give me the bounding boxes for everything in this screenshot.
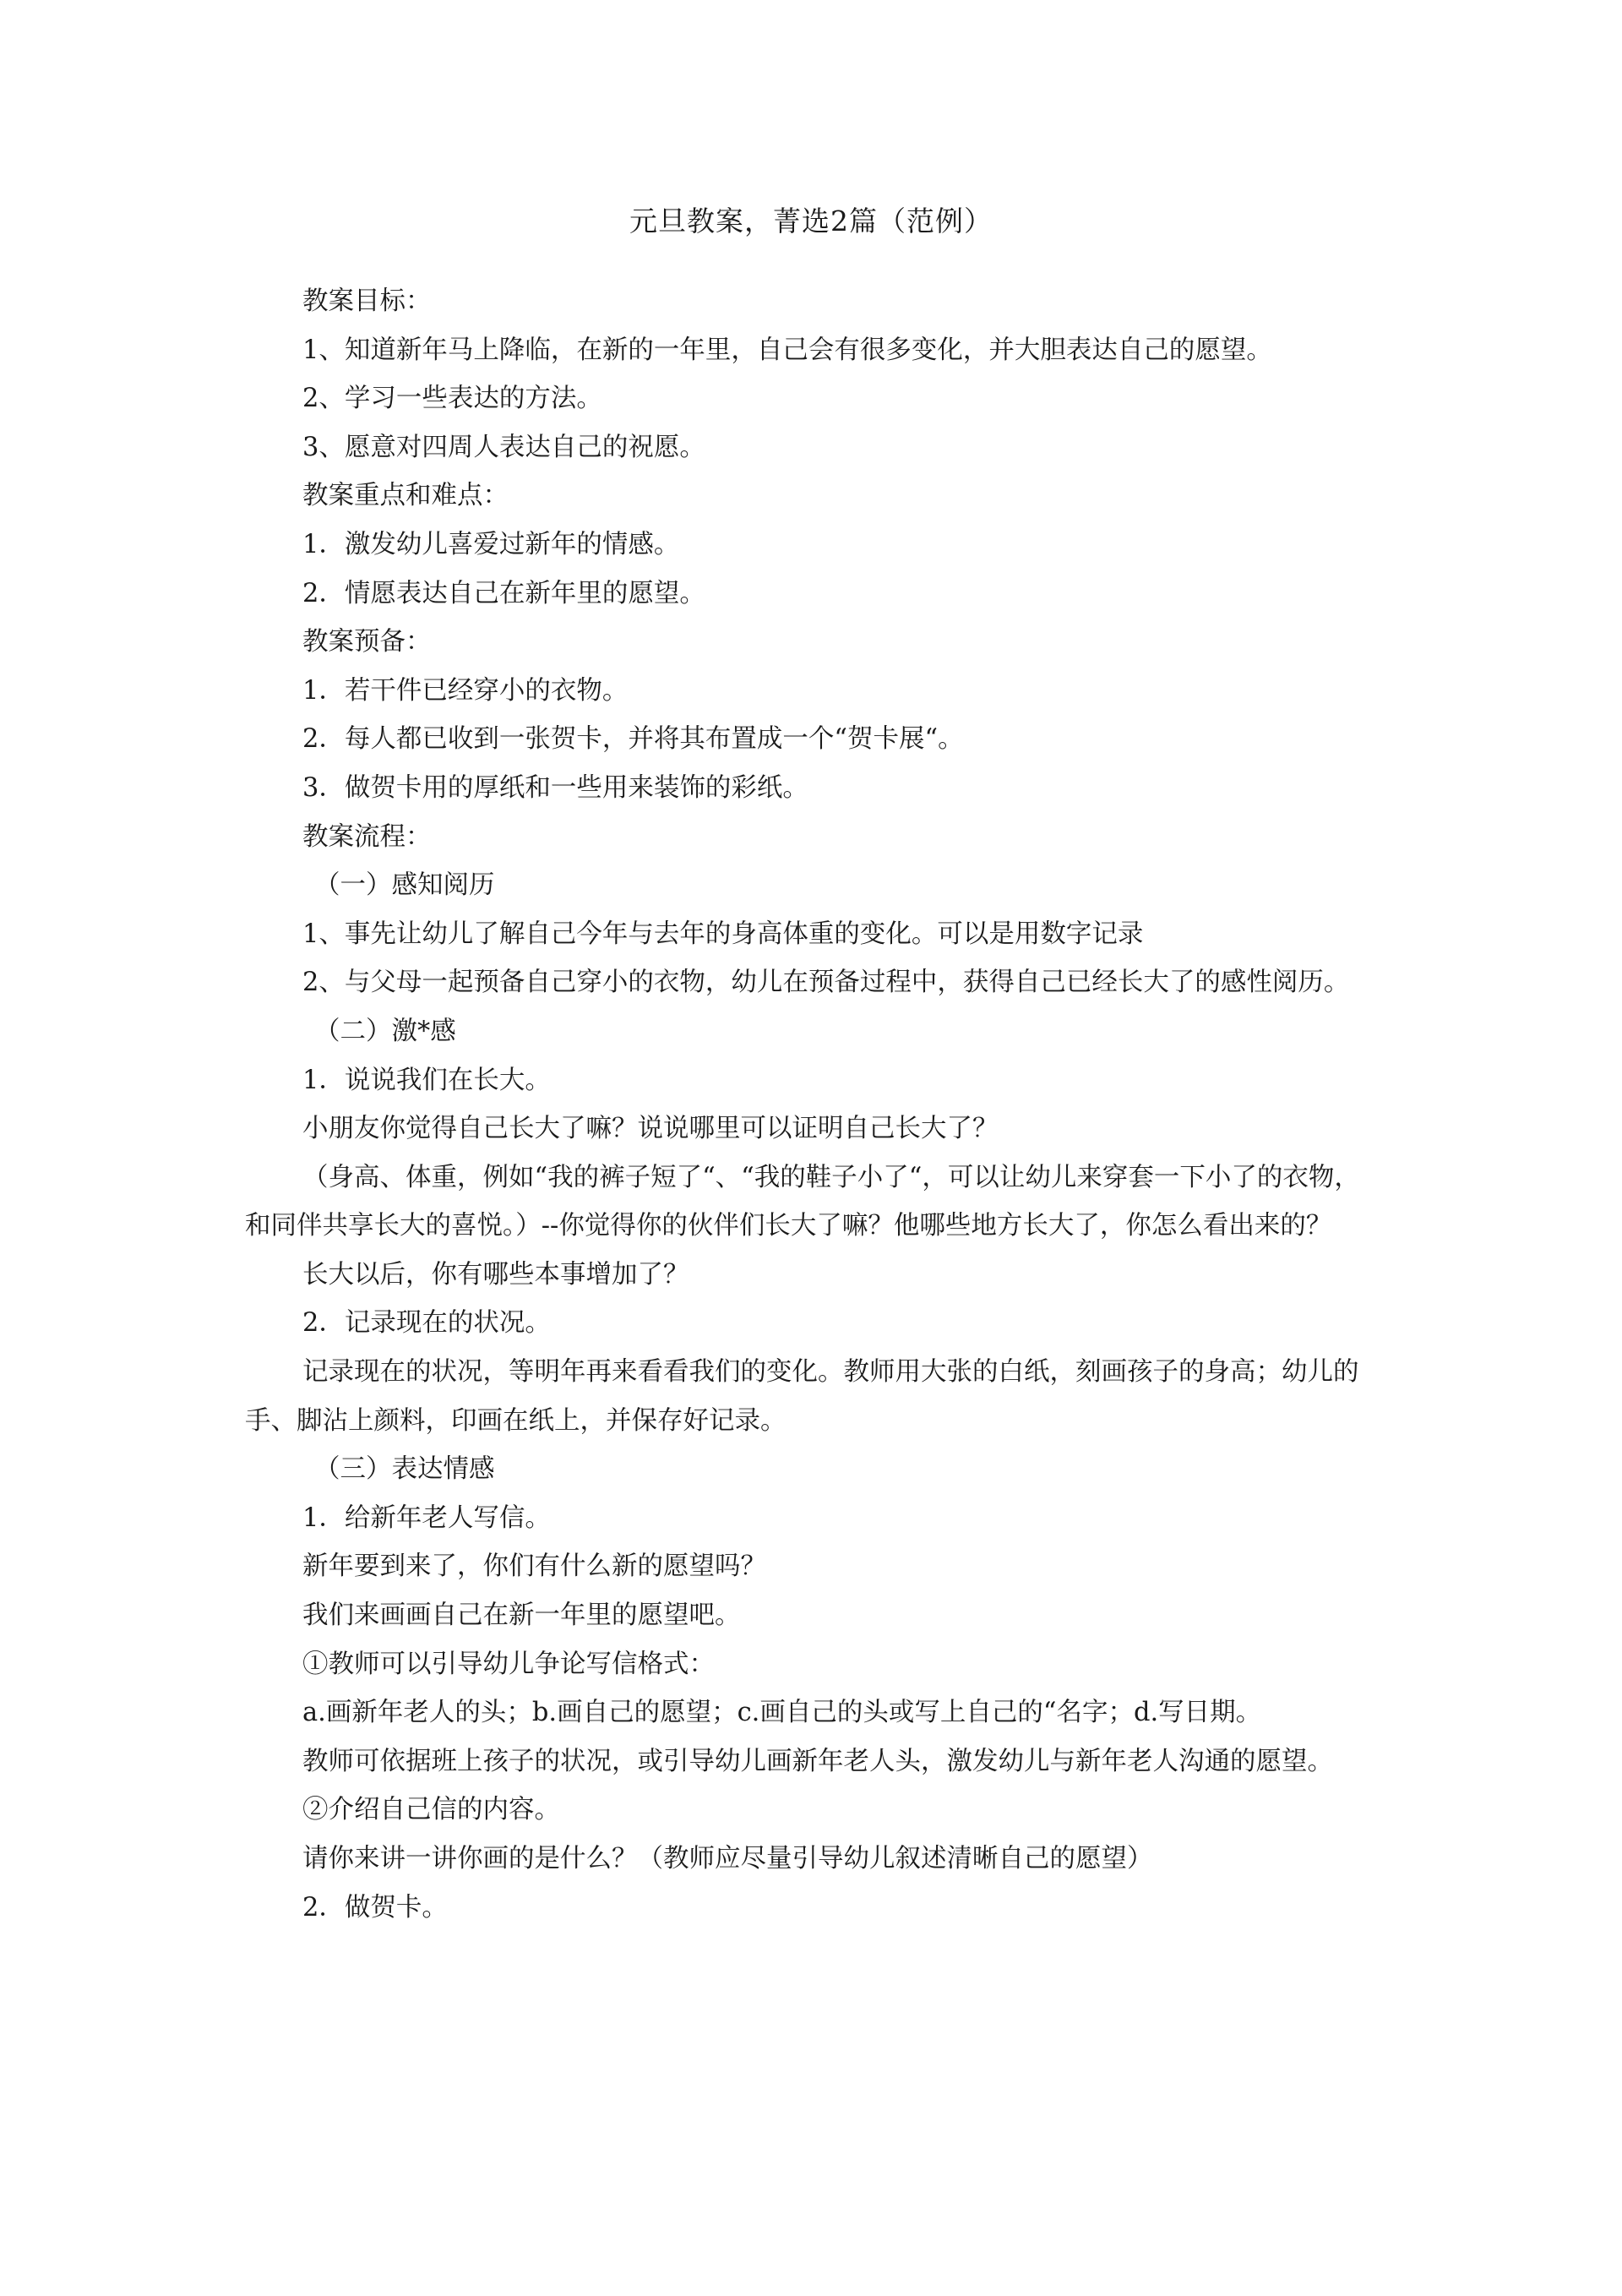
body-paragraph: 1、事先让幼儿了解自己今年与去年的身高体重的变化。可以是用数字记录 xyxy=(302,919,1144,949)
body-paragraph: （二）激*感 xyxy=(314,1016,456,1046)
body-paragraph: a.画新年老人的头；b.画自己的愿望；c.画自己的头或写上自己的“名字；d.写日期。 xyxy=(302,1698,1262,1728)
body-paragraph: 1．给新年老人写信。 xyxy=(302,1502,551,1533)
body-paragraph: （三）表达情感 xyxy=(314,1454,495,1485)
body-paragraph: 教案预备： xyxy=(302,627,432,657)
body-paragraph: 2．每人都已收到一张贺卡，并将其布置成一个“贺卡展“。 xyxy=(302,724,964,755)
body-paragraph: 2、学习一些表达的方法。 xyxy=(302,384,602,414)
body-paragraph: 新年要到来了，你们有什么新的愿望吗？ xyxy=(302,1552,766,1582)
body-paragraph: （一）感知阅历 xyxy=(314,870,495,901)
body-paragraph: 1．激发幼儿喜爱过新年的情感。 xyxy=(302,529,680,559)
body-paragraph: 2．情愿表达自己在新年里的愿望。 xyxy=(302,578,705,608)
body-paragraph: 教师可依据班上孩子的状况，或引导幼儿画新年老人头，激发幼儿与新年老人沟通的愿望。 xyxy=(302,1746,1333,1776)
body-paragraph: 教案流程： xyxy=(302,821,432,852)
body-paragraph: 记录现在的状况，等明年再来看看我们的变化。教师用大张的白纸，刻画孩子的身高；幼儿的手、脚沾上颜料，印画在纸上，并保存好记录。 xyxy=(245,1357,1359,1436)
body-paragraph: 长大以后，你有哪些本事增加了？ xyxy=(302,1259,689,1290)
document-title: 元旦教案，菁选2篇（范例） xyxy=(629,205,993,237)
body-paragraph: 3、愿意对四周人表达自己的祝愿。 xyxy=(302,432,705,462)
body-paragraph: （身高、体重，例如“我的裤子短了“、“我的鞋子小了“，可以让幼儿来穿套一下小了的衣物，和同伴共享长大的喜悦。）--你觉得你的伙伴们长大了嘛？他哪些地方长大了，你怎么看出来的？ xyxy=(245,1162,1360,1241)
body-paragraph: 1．说说我们在长大。 xyxy=(302,1065,551,1095)
document-body xyxy=(245,277,1384,1932)
body-paragraph: 请你来讲一讲你画的是什么？（教师应尽量引导幼儿叙述清晰自己的愿望） xyxy=(302,1844,1153,1873)
body-paragraph: ②介绍自己信的内容。 xyxy=(302,1795,560,1825)
body-paragraph: 2．记录现在的状况。 xyxy=(302,1308,551,1339)
body-paragraph: 2、与父母一起预备自己穿小的衣物，幼儿在预备过程中，获得自己已经长大了的感性阅历。 xyxy=(302,968,1350,998)
body-paragraph: 1、知道新年马上降临，在新的一年里，自己会有很多变化，并大胆表达自己的愿望。 xyxy=(302,335,1272,365)
body-paragraph: 我们来画画自己在新一年里的愿望吧。 xyxy=(302,1601,741,1631)
body-paragraph: 2．做贺卡。 xyxy=(302,1892,448,1922)
body-paragraph: 教案重点和难点： xyxy=(302,481,509,511)
body-paragraph: 3．做贺卡用的厚纸和一些用来装饰的彩纸。 xyxy=(302,772,808,803)
body-paragraph: 1．若干件已经穿小的衣物。 xyxy=(302,675,629,706)
body-paragraph: 教案目标： xyxy=(302,286,432,316)
body-paragraph: ①教师可以引导幼儿争论写信格式： xyxy=(302,1649,715,1679)
body-paragraph: 小朋友你觉得自己长大了嘛？说说哪里可以证明自己长大了？ xyxy=(302,1114,999,1144)
